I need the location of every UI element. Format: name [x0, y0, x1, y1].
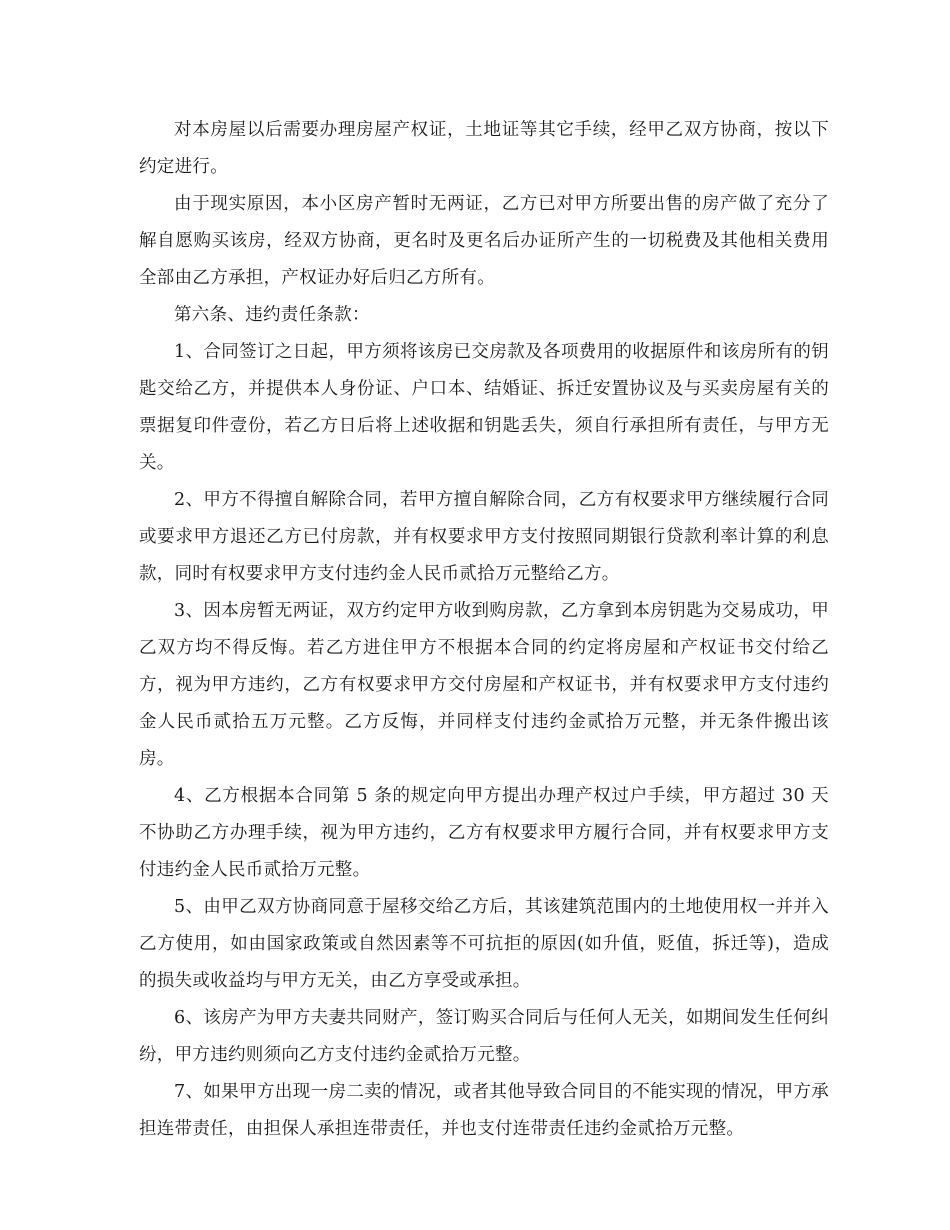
paragraph-no-certificates-reason: 由于现实原因，本小区房产暂时无两证，乙方已对甲方所要出售的房产做了充分了解自愿购买该房，经双方协商，更名时及更名后办证所产生的一切税费及其他相关费用全部由乙方承担，产权证办好后归乙方所有。: [139, 194, 829, 288]
clause-6: 6、该房产为甲方夫妻共同财产，签订购买合同后与任何人无关，如期间发生任何纠纷，甲方违约则须向乙方支付违约金贰拾万元整。: [139, 1008, 829, 1065]
clause-1: 1、合同签订之日起，甲方须将该房已交房款及各项费用的收据原件和该房所有的钥匙交给乙方，并提供本人身份证、户口本、结婚证、拆迁安置协议及与买卖房屋有关的票据复印件壹份，若乙方日后将上述收据和钥匙丢失，须自行承担所有责任，与甲方无关。: [139, 342, 829, 473]
clause-4: 4、乙方根据本合同第 5 条的规定向甲方提出办理产权过户手续，甲方超过 30 天不协助乙方办理手续，视为甲方违约，乙方有权要求甲方履行合同，并有权要求甲方支付违约金人民币贰拾万元整。: [139, 786, 829, 880]
paragraph-property-certificate-intro: 对本房屋以后需要办理房屋产权证，土地证等其它手续，经甲乙双方协商，按以下约定进行。: [139, 120, 829, 177]
document-body: [139, 112, 829, 1148]
clause-5: 5、由甲乙双方协商同意于屋移交给乙方后，其该建筑范围内的土地使用权一并并入乙方使用，如由国家政策或自然因素等不可抗拒的原因(如升值，贬值，拆迁等)，造成的损失或收益均与甲方无关，由乙方享受或承担。: [139, 897, 829, 991]
clause-7: 7、如果甲方出现一房二卖的情况，或者其他导致合同目的不能实现的情况，甲方承担连带责任，由担保人承担连带责任，并也支付连带责任违约金贰拾万元整。: [139, 1082, 829, 1139]
clause-2: 2、甲方不得擅自解除合同，若甲方擅自解除合同，乙方有权要求甲方继续履行合同或要求甲方退还乙方已付房款，并有权要求甲方支付按照同期银行贷款利率计算的利息款，同时有权要求甲方支付违约金人民币贰拾万元整给乙方。: [139, 490, 829, 584]
section-heading-article-six: 第六条、违约责任条款：: [174, 305, 370, 325]
clause-3: 3、因本房暂无两证，双方约定甲方收到购房款，乙方拿到本房钥匙为交易成功，甲乙双方均不得反悔。若乙方进住甲方不根据本合同的约定将房屋和产权证书交付给乙方，视为甲方违约，乙方有权要求甲方交付房屋和产权证书，并有权要求甲方支付违约金人民币贰拾五万元整。乙方反悔，并同样支付违约金贰拾万元整，并无条件搬出该房。: [139, 601, 829, 769]
